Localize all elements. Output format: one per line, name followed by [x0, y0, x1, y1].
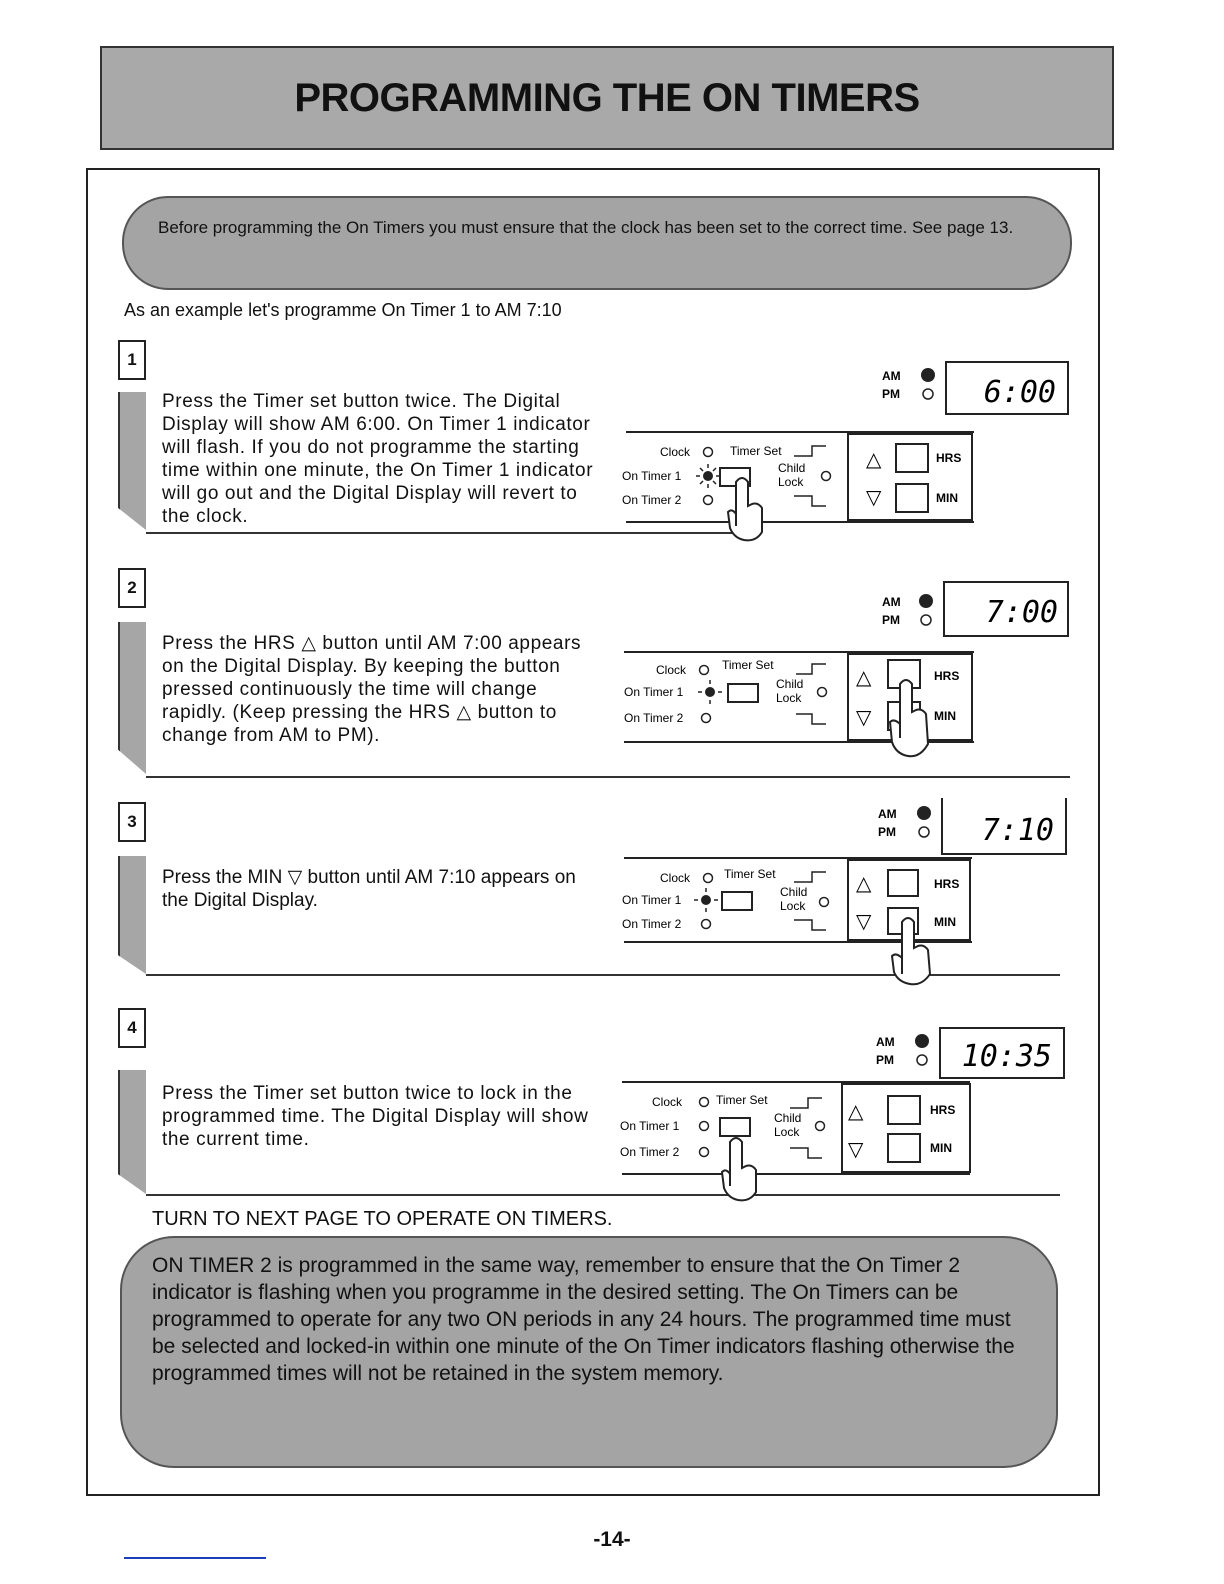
clock-indicator-icon: [700, 1098, 709, 1107]
child-label: Child: [774, 1111, 802, 1125]
lock-label: Lock: [776, 691, 802, 705]
on-timer-1-label: On Timer 1: [620, 1119, 680, 1133]
footer-rule: [124, 1557, 266, 1559]
pointing-hand-icon: [722, 1138, 756, 1200]
step-1-control-panel: [616, 356, 1076, 546]
timer-set-label: Timer Set: [716, 1093, 768, 1107]
hrs-up-symbol: △: [856, 665, 872, 689]
am-indicator-icon: [919, 594, 933, 608]
step-1-tab: [118, 392, 146, 530]
child-label: Child: [778, 461, 806, 475]
timer-set-label: Timer Set: [722, 658, 774, 672]
min-label: MIN: [934, 915, 956, 929]
pm-indicator-icon: [917, 1055, 927, 1065]
hrs-label: HRS: [934, 877, 960, 891]
child-label: Child: [780, 885, 808, 899]
on-timer-2-indicator-icon: [704, 496, 713, 505]
min-label: MIN: [934, 709, 956, 723]
pm-indicator-icon: [921, 615, 931, 625]
pm-indicator-icon: [923, 389, 933, 399]
on-timer-1-flashing-icon: [703, 471, 713, 481]
on-timer-1-flashing-icon: [705, 687, 715, 697]
clock-label: Clock: [660, 445, 691, 459]
min-down-symbol: ▽: [856, 909, 872, 933]
step-2-control-panel: [616, 578, 1076, 768]
on-timer-1-label: On Timer 1: [622, 893, 682, 907]
hrs-label: HRS: [934, 669, 960, 683]
step-3-number: 3: [118, 802, 146, 842]
am-label: AM: [878, 807, 897, 821]
on-timer-2-label: On Timer 2: [624, 711, 684, 725]
hrs-up-symbol: △: [848, 1099, 864, 1123]
min-label: MIN: [930, 1141, 952, 1155]
clock-label: Clock: [656, 663, 687, 677]
step-4-control-panel: [616, 1024, 1076, 1214]
step-1-number: 1: [118, 340, 146, 380]
step-1-text: Press the Timer set button twice. The Digital Display will show AM 6:00. On Timer 1 indicator will flash. If you do not programme the starting time within one minute, the On Timer 1 indicator will go out and the Digital Display will revert to the clock.: [162, 391, 594, 527]
child-lock-indicator-icon: [816, 1122, 825, 1131]
timer-set-button[interactable]: [720, 1118, 750, 1136]
on-timer-2-indicator-icon: [702, 714, 711, 723]
child-lock-indicator-icon: [820, 898, 829, 907]
child-label: Child: [776, 677, 804, 691]
on-timer-2-label: On Timer 2: [620, 1145, 680, 1159]
note-top: [122, 196, 1072, 290]
min-down-symbol: ▽: [848, 1137, 864, 1161]
on-timer-2-label: On Timer 2: [622, 493, 682, 507]
clock-indicator-icon: [700, 666, 709, 675]
min-button[interactable]: [888, 1134, 920, 1162]
on-timer-2-label: On Timer 2: [622, 917, 682, 931]
display-value: 7:10: [981, 813, 1054, 848]
am-indicator-icon: [917, 806, 931, 820]
clock-label: Clock: [652, 1095, 683, 1109]
on-timer-1-indicator-icon: [700, 1122, 709, 1131]
pm-indicator-icon: [919, 827, 929, 837]
hrs-button[interactable]: [888, 1096, 920, 1124]
hrs-button[interactable]: [896, 444, 928, 472]
hrs-button[interactable]: [888, 870, 918, 896]
timer-set-button[interactable]: [722, 892, 752, 910]
hrs-up-symbol: △: [856, 871, 872, 895]
on-timer-1-label: On Timer 1: [624, 685, 684, 699]
am-label: AM: [882, 595, 901, 609]
step-3-control-panel: [616, 798, 1076, 988]
on-timer-2-indicator-icon: [702, 920, 711, 929]
note-bottom: [120, 1236, 1058, 1468]
timer-set-button[interactable]: [728, 684, 758, 702]
hrs-label: HRS: [936, 451, 962, 465]
page-number: -14-: [593, 1528, 631, 1551]
min-down-symbol: ▽: [856, 705, 872, 729]
min-button[interactable]: [896, 484, 928, 512]
child-lock-indicator-icon: [818, 688, 827, 697]
hrs-label: HRS: [930, 1103, 956, 1117]
am-indicator-icon: [921, 368, 935, 382]
am-indicator-icon: [915, 1034, 929, 1048]
step-2-text: Press the HRS △ button until AM 7:00 appears on the Digital Display. By keeping the button pressed continuously the time will change rapidly. (Keep pressing the HRS △ button to change from AM to PM).: [162, 633, 582, 746]
min-down-symbol: ▽: [866, 485, 882, 509]
turn-page-note: TURN TO NEXT PAGE TO OPERATE ON TIMERS.: [152, 1208, 613, 1230]
on-timer-1-flashing-icon: [701, 895, 711, 905]
pm-label: PM: [882, 387, 900, 401]
min-label: MIN: [936, 491, 958, 505]
timer-set-label: Timer Set: [730, 444, 782, 458]
note-top-text: Before programming the On Timers you must ensure that the clock has been set to the correct time. See page 13.: [158, 218, 1014, 237]
display-value: 6:00: [983, 375, 1056, 410]
step-4-text: Press the Timer set button twice to lock in the programmed time. The Digital Display will show the current time.: [162, 1083, 589, 1150]
pm-label: PM: [878, 825, 896, 839]
pointing-hand-icon: [728, 478, 762, 540]
title-bar: [100, 46, 1114, 150]
display-value: 7:00: [985, 595, 1058, 630]
child-lock-indicator-icon: [822, 472, 831, 481]
step-3-tab: [118, 856, 146, 974]
page-title: PROGRAMMING THE ON TIMERS: [294, 76, 920, 120]
pm-label: PM: [876, 1053, 894, 1067]
clock-label: Clock: [660, 871, 691, 885]
am-label: AM: [882, 369, 901, 383]
lock-label: Lock: [774, 1125, 800, 1139]
note-bottom-text: ON TIMER 2 is programmed in the same way, remember to ensure that the On Timer 2 indicator is flashing when you programme in the desired setting. The On Timers can be programmed to operate for any two ON periods in any 24 hours. The programmed time must be selected and locked-in within one minute of the On Timer indicators flashing otherwise the programmed times will not be retained in the system memory.: [152, 1254, 1015, 1385]
display-value: 10:35: [961, 1039, 1052, 1074]
clock-indicator-icon: [704, 874, 713, 883]
step-2-divider: [146, 776, 1070, 778]
step-3-text: Press the MIN ▽ button until AM 7:10 appears on the Digital Display.: [162, 867, 576, 911]
hrs-up-symbol: △: [866, 447, 882, 471]
intro-text: As an example let's programme On Timer 1 to AM 7:10: [124, 300, 562, 320]
pm-label: PM: [882, 613, 900, 627]
am-label: AM: [876, 1035, 895, 1049]
on-timer-1-label: On Timer 1: [622, 469, 682, 483]
on-timer-2-indicator-icon: [700, 1148, 709, 1157]
step-2-number: 2: [118, 568, 146, 608]
step-4-tab: [118, 1070, 146, 1194]
step-4-number: 4: [118, 1008, 146, 1048]
clock-indicator-icon: [704, 448, 713, 457]
lock-label: Lock: [778, 475, 804, 489]
step-2-tab: [118, 622, 146, 774]
timer-set-label: Timer Set: [724, 867, 776, 881]
lock-label: Lock: [780, 899, 806, 913]
